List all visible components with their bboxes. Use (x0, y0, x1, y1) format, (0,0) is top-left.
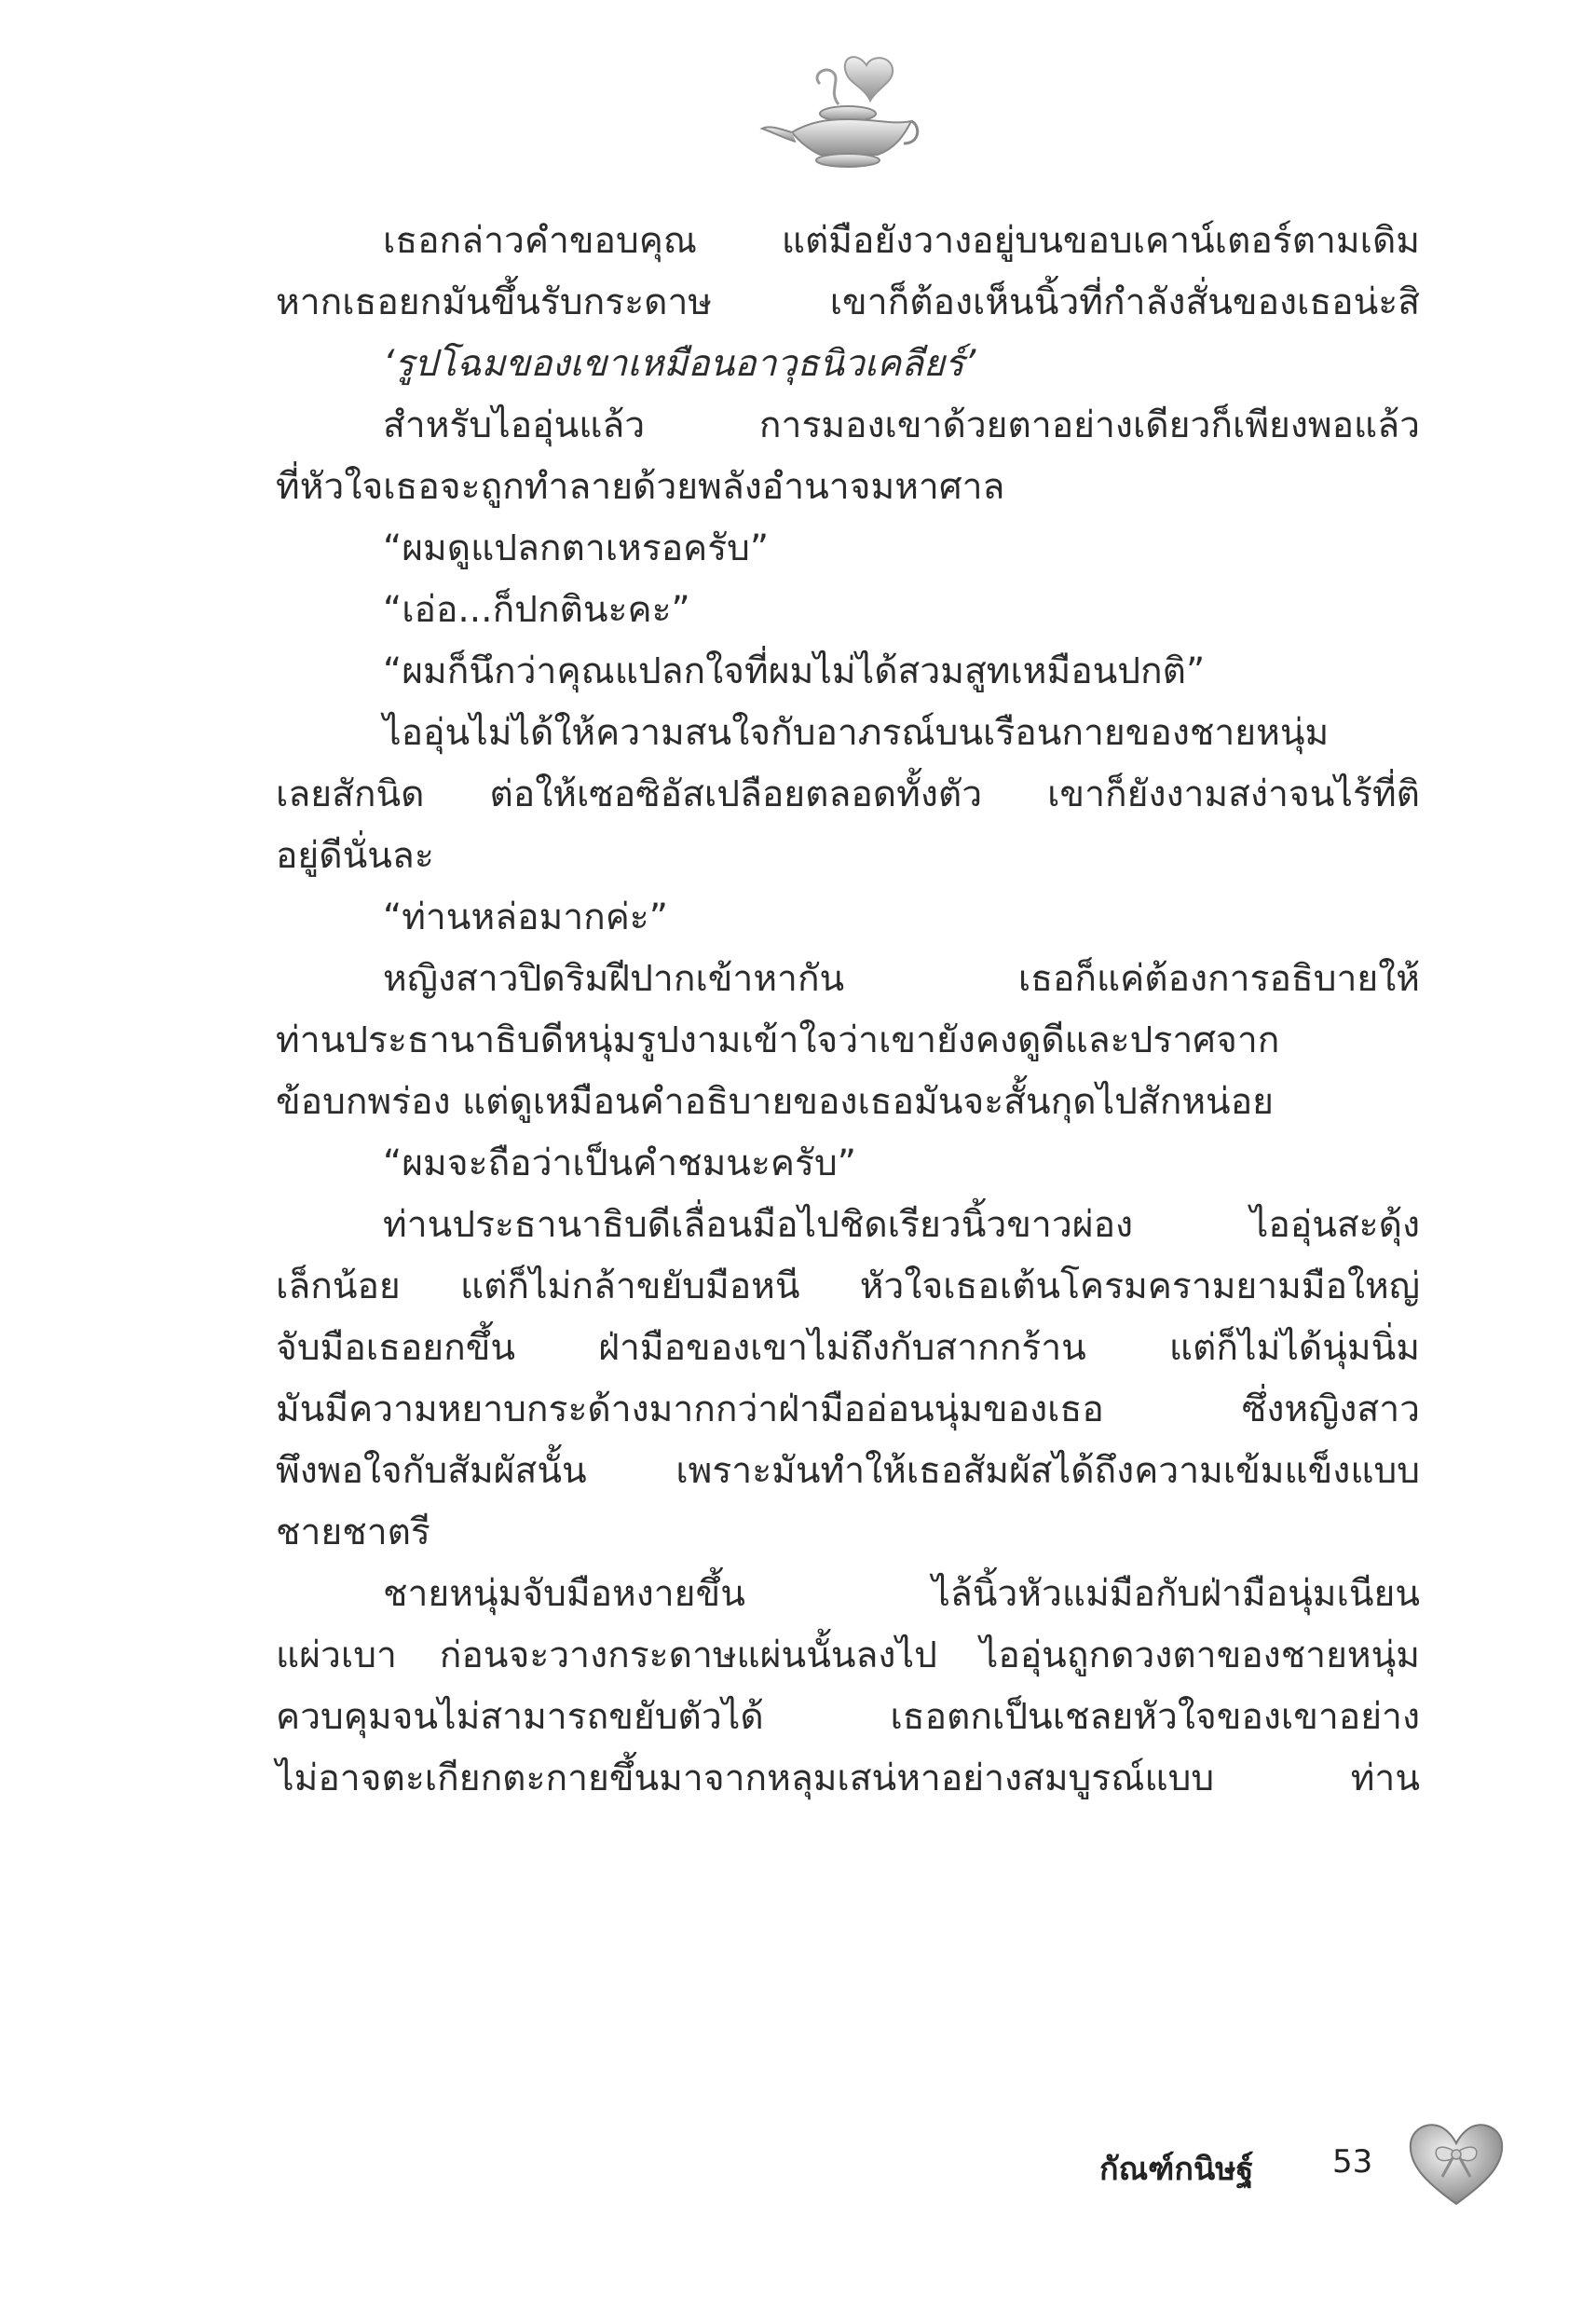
text-line: ชายหนุ่มจับมือหงายขึ้น ไล้นิ้วหัวแม่มือกับฝ่ามือนุ่มเนียน (383, 1573, 1420, 1615)
text-line: ข้อบกพร่อง แต่ดูเหมือนคำอธิบายของเธอมันจะสั้นกุดไปสักหน่อย (276, 1081, 1274, 1123)
text-line: ที่หัวใจเธอจะถูกทำลายด้วยพลังอำนาจมหาศาล (276, 466, 1005, 508)
text-line: แผ่วเบา ก่อนจะวางกระดาษแผ่นนั้นลงไป ไออุ่นถูกดวงตาของชายหนุ่ม (276, 1634, 1420, 1676)
text-line: มันมีความหยาบกระด้างมากกว่าฝ่ามืออ่อนนุ่มของเธอ ซึ่งหญิงสาว (276, 1388, 1420, 1430)
running-title: กัณฑ์กนิษฐ์ (1099, 2151, 1254, 2188)
text-line: เลยสักนิด ต่อให้เซอซิอัสเปลือยตลอดทั้งตัว เขาก็ยังงามสง่าจนไร้ที่ติ (276, 773, 1420, 815)
body-text (276, 211, 1420, 1810)
text-line: ไออุ่นไม่ได้ให้ความสนใจกับอาภรณ์บนเรือนกายของชายหนุ่ม (383, 712, 1330, 754)
text-line: อยู่ดีนั่นละ (276, 835, 434, 877)
text-line: ท่านประธานาธิบดีหนุ่มรูปงามเข้าใจว่าเขายังคงดูดีและปราศจาก (276, 1019, 1280, 1061)
text-line: พึงพอใจกับสัมผัสนั้น เพราะมันทำให้เธอสัมผัสได้ถึงความเข้มแข็งแบบ (276, 1450, 1420, 1492)
magic-lamp-ornament-icon (755, 47, 922, 177)
page-number: 53 (1332, 2143, 1373, 2181)
text-line: เล็กน้อย แต่ก็ไม่กล้าขยับมือหนี หัวใจเธอเต้นโครมครามยามมือใหญ่ (276, 1265, 1420, 1307)
text-line: “ผมจะถือว่าเป็นคำชมนะครับ” (383, 1142, 856, 1184)
page-footer (1099, 2134, 1379, 2190)
text-line: หญิงสาวปิดริมฝีปากเข้าหากัน เธอก็แค่ต้องการอธิบายให้ (383, 958, 1420, 1000)
text-line: ควบคุมจนไม่สามารถขยับตัวได้ เธอตกเป็นเชลยหัวใจของเขาอย่าง (276, 1696, 1420, 1738)
text-line: ไม่อาจตะเกียกตะกายขึ้นมาจากหลุมเสน่หาอย่างสมบูรณ์แบบ ท่าน (276, 1757, 1420, 1799)
text-line: “ผมก็นึกว่าคุณแปลกใจที่ผมไม่ได้สวมสูทเหมือนปกติ” (383, 650, 1206, 692)
text-line: ชายชาตรี (276, 1511, 430, 1553)
text-line: เธอกล่าวคำขอบคุณ แต่มือยังวางอยู่บนขอบเคาน์เตอร์ตามเดิม (383, 220, 1420, 262)
text-line: “ผมดูแปลกตาเหรอครับ” (383, 527, 770, 569)
text-line: “ท่านหล่อมากค่ะ” (383, 896, 668, 938)
text-line: ท่านประธานาธิบดีเลื่อนมือไปชิดเรียวนิ้วขาวผ่อง ไออุ่นสะดุ้ง (383, 1204, 1420, 1246)
text-line: หากเธอยกมันขึ้นรับกระดาษ เขาก็ต้องเห็นนิ้วที่กำลังสั่นของเธอน่ะสิ (276, 281, 1420, 323)
text-line: “เอ่อ...ก็ปกตินะคะ” (383, 589, 690, 631)
ribbon-heart-icon (1405, 2115, 1507, 2208)
text-line: สำหรับไออุ่นแล้ว การมองเขาด้วยตาอย่างเดียวก็เพียงพอแล้ว (383, 404, 1420, 446)
text-line: ‘รูปโฉมของเขาเหมือนอาวุธนิวเคลียร์’ (383, 343, 976, 385)
text-line: จับมือเธอยกขึ้น ฝ่ามือของเขาไม่ถึงกับสากกร้าน แต่ก็ไม่ได้นุ่มนิ่ม (276, 1327, 1420, 1369)
